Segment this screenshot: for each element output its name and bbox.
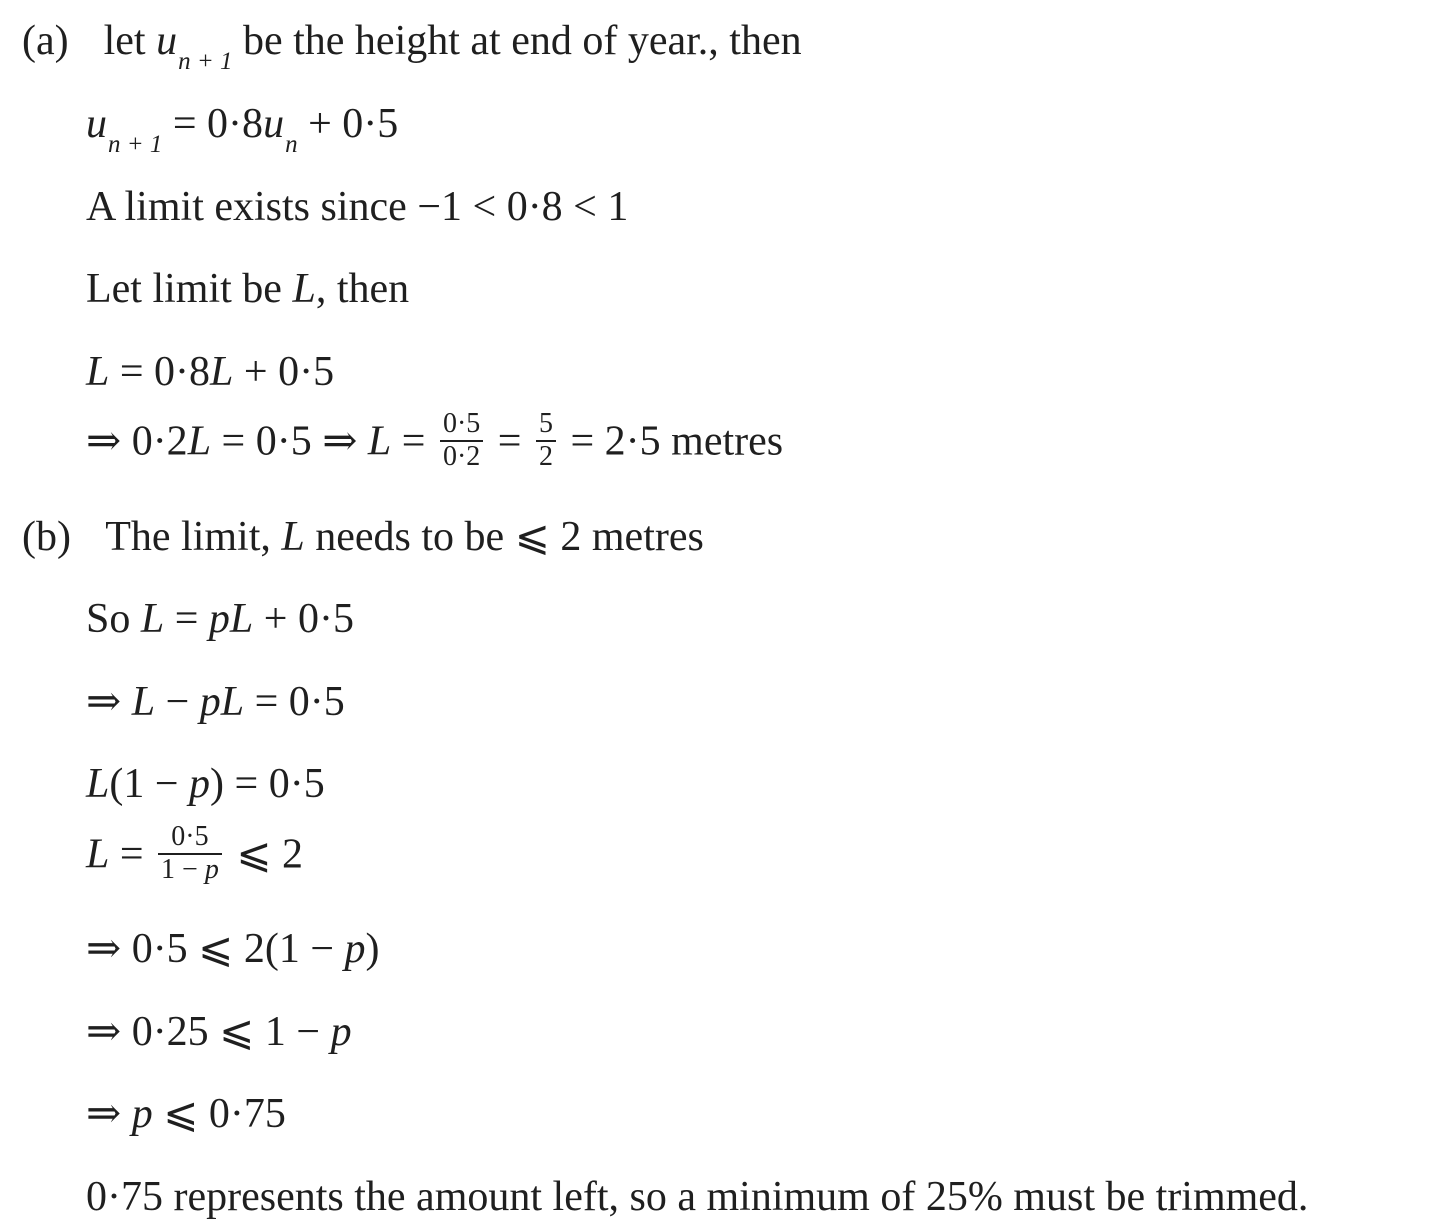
- part-a-line-3: A limit exists since −1 < 0·8 < 1: [86, 184, 629, 230]
- part-b-line-3: [86, 681, 345, 723]
- part-a-line-1: [22, 18, 802, 75]
- part-b-line-2: [86, 598, 354, 640]
- part-a-line-2: [86, 101, 399, 158]
- text: = 2·5 metres: [559, 418, 784, 465]
- text: ): [365, 926, 380, 972]
- var-p: p: [344, 926, 366, 972]
- part-a-label: (a): [22, 18, 69, 64]
- var-L: L: [86, 761, 110, 807]
- part-b-line-4: [86, 763, 325, 805]
- var-L: L: [187, 418, 212, 465]
- text: = 0·5: [244, 679, 345, 725]
- var-L: L: [210, 349, 234, 395]
- text: = 0·8: [109, 349, 211, 395]
- var-L: L: [367, 418, 392, 465]
- var-u: u: [263, 101, 285, 147]
- text: = 0·5 ⇒: [211, 418, 368, 465]
- var-L: L: [86, 349, 110, 395]
- var-p: p: [131, 1091, 153, 1137]
- part-b-label: (b): [22, 514, 71, 560]
- part-b-line-9: 0·75 represents the amount left, so a minimum of 25% must be trimmed.: [86, 1174, 1309, 1220]
- fraction-denominator: 2: [538, 440, 553, 472]
- var-L: L: [131, 679, 156, 725]
- text: , then: [315, 266, 410, 312]
- text: ⩽ 2: [225, 831, 304, 878]
- text: So: [86, 596, 141, 642]
- part-b-line-5: [86, 821, 304, 890]
- text: =: [391, 418, 436, 465]
- text: = 0·8: [162, 101, 264, 147]
- fraction-denominator: 0·2: [442, 440, 481, 472]
- text: ⇒: [86, 679, 132, 725]
- fraction-numerator: 0·5: [440, 409, 483, 442]
- var-u: u: [86, 101, 107, 147]
- var-L: L: [86, 831, 110, 878]
- var-pL: pL: [208, 596, 254, 642]
- var-L: L: [281, 514, 305, 560]
- var-p: p: [330, 1009, 352, 1055]
- text: ⩽ 0·75: [152, 1091, 286, 1137]
- fraction: [536, 409, 556, 473]
- subscript: n: [285, 131, 298, 158]
- fraction: [440, 409, 483, 473]
- text: + 0·5: [233, 349, 335, 395]
- text: Let limit be: [86, 266, 293, 312]
- part-b-line-8: [86, 1093, 286, 1135]
- var-L: L: [140, 596, 165, 642]
- fraction: [158, 822, 222, 886]
- text: ⇒ 0·5 ⩽ 2(1 −: [86, 926, 345, 972]
- text: −: [155, 679, 200, 725]
- text: (1 −: [109, 761, 190, 807]
- fraction-denominator: [158, 855, 222, 886]
- part-b-line-1: [22, 516, 704, 558]
- subscript: n + 1: [178, 48, 233, 75]
- var-pL: pL: [199, 679, 245, 725]
- text: ⇒ 0·25 ⩽ 1 −: [86, 1009, 331, 1055]
- text: =: [164, 596, 209, 642]
- var-p: p: [204, 853, 219, 885]
- text: let: [103, 18, 157, 64]
- fraction-numerator: 0·5: [158, 822, 222, 855]
- text: be the height at end of year., then: [232, 18, 802, 64]
- part-b-line-7: [86, 1011, 352, 1053]
- var-L: L: [292, 266, 316, 312]
- subscript: n + 1: [108, 131, 163, 158]
- text: + 0·5: [253, 596, 354, 642]
- part-a-line-5: [86, 351, 334, 393]
- part-a-line-4: [86, 268, 409, 310]
- text: + 0·5: [297, 101, 399, 147]
- part-b-line-6: [86, 928, 380, 970]
- text: =: [487, 418, 532, 465]
- text: ⇒: [86, 1091, 132, 1137]
- text: ) = 0·5: [210, 761, 325, 807]
- text: needs to be ⩽ 2 metres: [304, 514, 704, 560]
- text: The limit,: [105, 514, 282, 560]
- text: 1 −: [161, 853, 205, 885]
- var-p: p: [189, 761, 211, 807]
- fraction-numerator: 5: [536, 409, 556, 442]
- text: =: [109, 831, 155, 878]
- part-a-line-6: [86, 408, 784, 477]
- text: ⇒ 0·2: [86, 418, 188, 465]
- var-u: u: [156, 18, 178, 64]
